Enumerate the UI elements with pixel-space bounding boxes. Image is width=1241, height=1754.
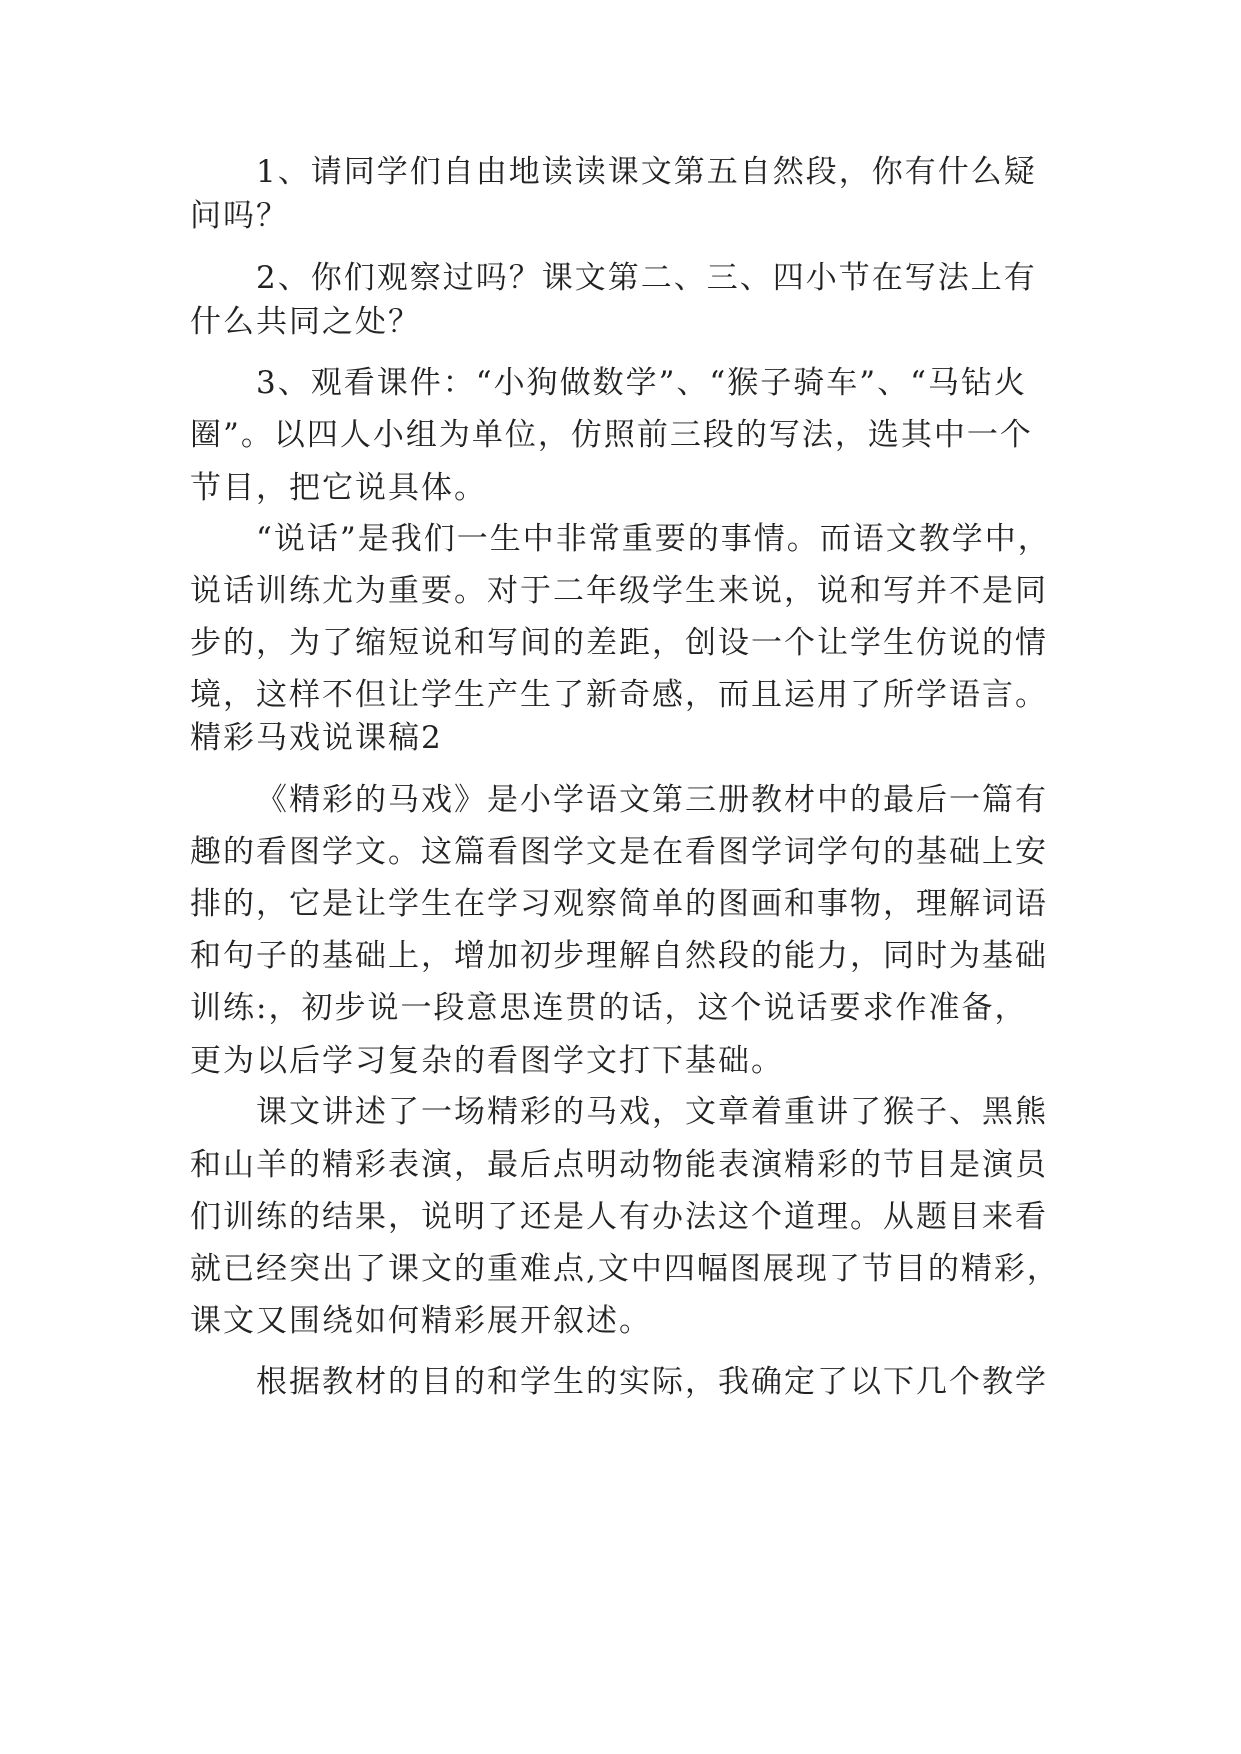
- text-line: 《精彩的马戏》是小学语文第三册教材中的最后一篇有: [256, 782, 1048, 818]
- text-line: 境，这样不但让学生产生了新奇感，而且运用了所学语言。: [190, 677, 1048, 713]
- text-line: 2、你们观察过吗？课文第二、三、四小节在写法上有: [256, 260, 1037, 296]
- text-line: 和句子的基础上，增加初步理解自然段的能力，同时为基础: [190, 938, 1048, 974]
- section-heading: 精彩马戏说课稿2: [190, 720, 443, 756]
- text-line: 课文讲述了一场精彩的马戏，文章着重讲了猴子、黑熊: [256, 1094, 1048, 1130]
- text-line: 圈”。以四人小组为单位，仿照前三段的写法，选其中一个: [190, 417, 1033, 453]
- text-line: “说话”是我们一生中非常重要的事情。而语文教学中，: [256, 521, 1051, 557]
- text-line: 更为以后学习复杂的看图学文打下基础。: [190, 1043, 784, 1079]
- text-line: 说话训练尤为重要。对于二年级学生来说，说和写并不是同: [190, 573, 1048, 609]
- text-line: 排的，它是让学生在学习观察简单的图画和事物，理解词语: [190, 886, 1048, 922]
- text-line: 节目，把它说具体。: [190, 470, 487, 506]
- text-line: 和山羊的精彩表演，最后点明动物能表演精彩的节目是演员: [190, 1147, 1048, 1183]
- text-line: 们训练的结果，说明了还是人有办法这个道理。从题目来看: [190, 1199, 1048, 1235]
- text-line: 课文又围绕如何精彩展开叙述。: [190, 1303, 652, 1339]
- text-line: 就已经突出了课文的重难点,文中四幅图展现了节目的精彩，: [190, 1251, 1060, 1287]
- text-line: 什么共同之处？: [190, 304, 421, 340]
- text-line: 3、观看课件：“小狗做数学”、“猴子骑车”、“马钻火: [256, 365, 1027, 401]
- text-line: 训练:，初步说一段意思连贯的话，这个说话要求作准备，: [190, 990, 1028, 1026]
- text-line: 问吗？: [190, 198, 289, 234]
- text-line: 根据教材的目的和学生的实际，我确定了以下几个教学: [256, 1364, 1048, 1400]
- text-line: 1、请同学们自由地读读课文第五自然段，你有什么疑: [256, 154, 1037, 190]
- text-line: 趣的看图学文。这篇看图学文是在看图学词学句的基础上安: [190, 834, 1048, 870]
- text-line: 步的，为了缩短说和写间的差距，创设一个让学生仿说的情: [190, 625, 1048, 661]
